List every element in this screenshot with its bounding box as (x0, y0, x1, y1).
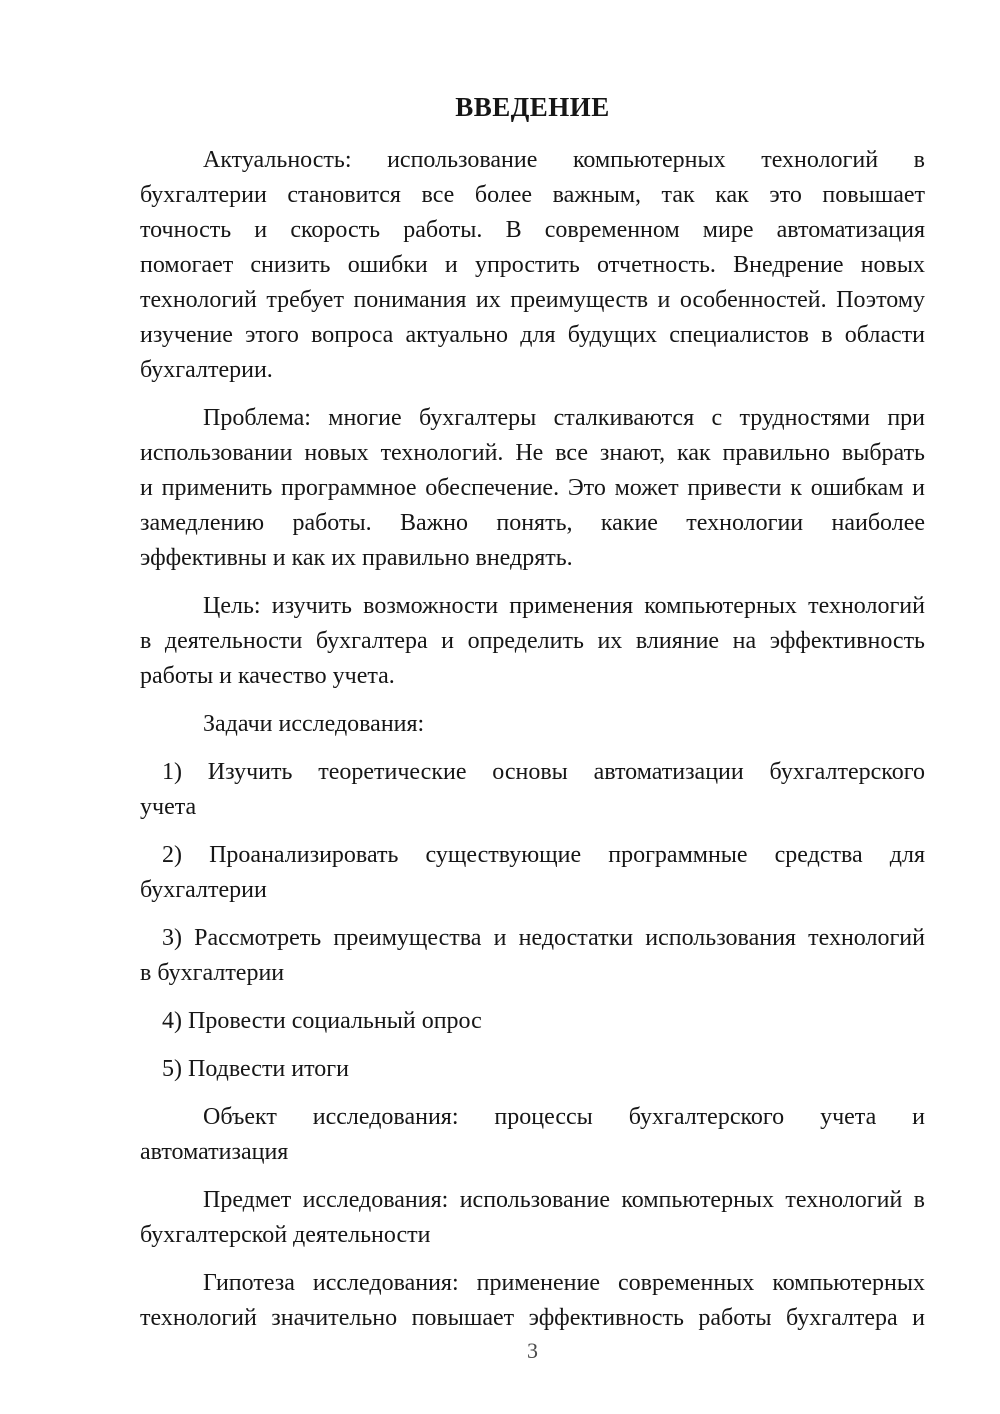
text-line: Актуальность: использование компьютерных технологий в (203, 147, 925, 173)
text-line: технологий значительно повышает эффективность работы бухгалтера и (140, 1305, 925, 1331)
list-item-task-3 (140, 921, 925, 991)
list-item-task-2 (140, 838, 925, 908)
paragraph-gipoteza (140, 1266, 925, 1336)
section-title: ВВЕДЕНИЕ (455, 92, 610, 122)
list-item-task-4 (140, 1004, 925, 1039)
text-line: бухгалтерии (140, 877, 267, 903)
list-item-task-5 (140, 1052, 925, 1087)
paragraph-predmet (140, 1183, 925, 1253)
paragraph-tsel (140, 589, 925, 694)
text-line: 5) Подвести итоги (162, 1056, 349, 1082)
text-line: Гипотеза исследования: применение современных компьютерных (203, 1270, 925, 1296)
list-item-task-1 (140, 755, 925, 825)
text-line: изучение этого вопроса актуально для будущих специалистов в области (140, 322, 925, 348)
text-line: точность и скорость работы. В современном мире автоматизация (140, 217, 925, 243)
paragraph-obekt (140, 1100, 925, 1170)
text-line: Цель: изучить возможности применения компьютерных технологий (203, 593, 925, 619)
text-line: замедлению работы. Важно понять, какие технологии наиболее (140, 510, 925, 536)
text-line: Объект исследования: процессы бухгалтерского учета и (203, 1104, 925, 1130)
text-line: 3) Рассмотреть преимущества и недостатки использования технологий (162, 925, 925, 951)
page-number: 3 (527, 1338, 538, 1363)
text-line: технологий требует понимания их преимуществ и особенностей. Поэтому (140, 287, 925, 313)
text-line: помогает снизить ошибки и упростить отчетность. Внедрение новых (140, 252, 925, 278)
text-line: учета (140, 794, 197, 820)
text-line: Предмет исследования: использование компьютерных технологий в (203, 1187, 925, 1213)
text-line: бухгалтерии. (140, 357, 273, 383)
text-line: Проблема: многие бухгалтеры сталкиваются с трудностями при (203, 405, 925, 431)
text-line: и применить программное обеспечение. Это может привести к ошибкам и (140, 475, 925, 501)
text-line: 1) Изучить теоретические основы автоматизации бухгалтерского (162, 759, 925, 785)
text-line: 2) Проанализировать существующие программные средства для (162, 842, 925, 868)
text-line: в деятельности бухгалтера и определить их влияние на эффективность (140, 628, 925, 654)
text-line: эффективны и как их правильно внедрять. (140, 545, 573, 571)
paragraph-aktualnost (140, 143, 925, 388)
text-line: использовании новых технологий. Не все знают, как правильно выбрать (140, 440, 925, 466)
text-line: автоматизация (140, 1139, 289, 1165)
text-line: Задачи исследования: (203, 711, 425, 737)
text-line: работы и качество учета. (140, 663, 395, 689)
text-line: 4) Провести социальный опрос (162, 1008, 482, 1034)
text-line: в бухгалтерии (140, 960, 285, 986)
paragraph-zadachi-heading (140, 707, 925, 742)
text-line: бухгалтерской деятельности (140, 1222, 431, 1248)
text-line: бухгалтерии становится все более важным, так как это повышает (140, 182, 925, 208)
paragraph-problema (140, 401, 925, 576)
